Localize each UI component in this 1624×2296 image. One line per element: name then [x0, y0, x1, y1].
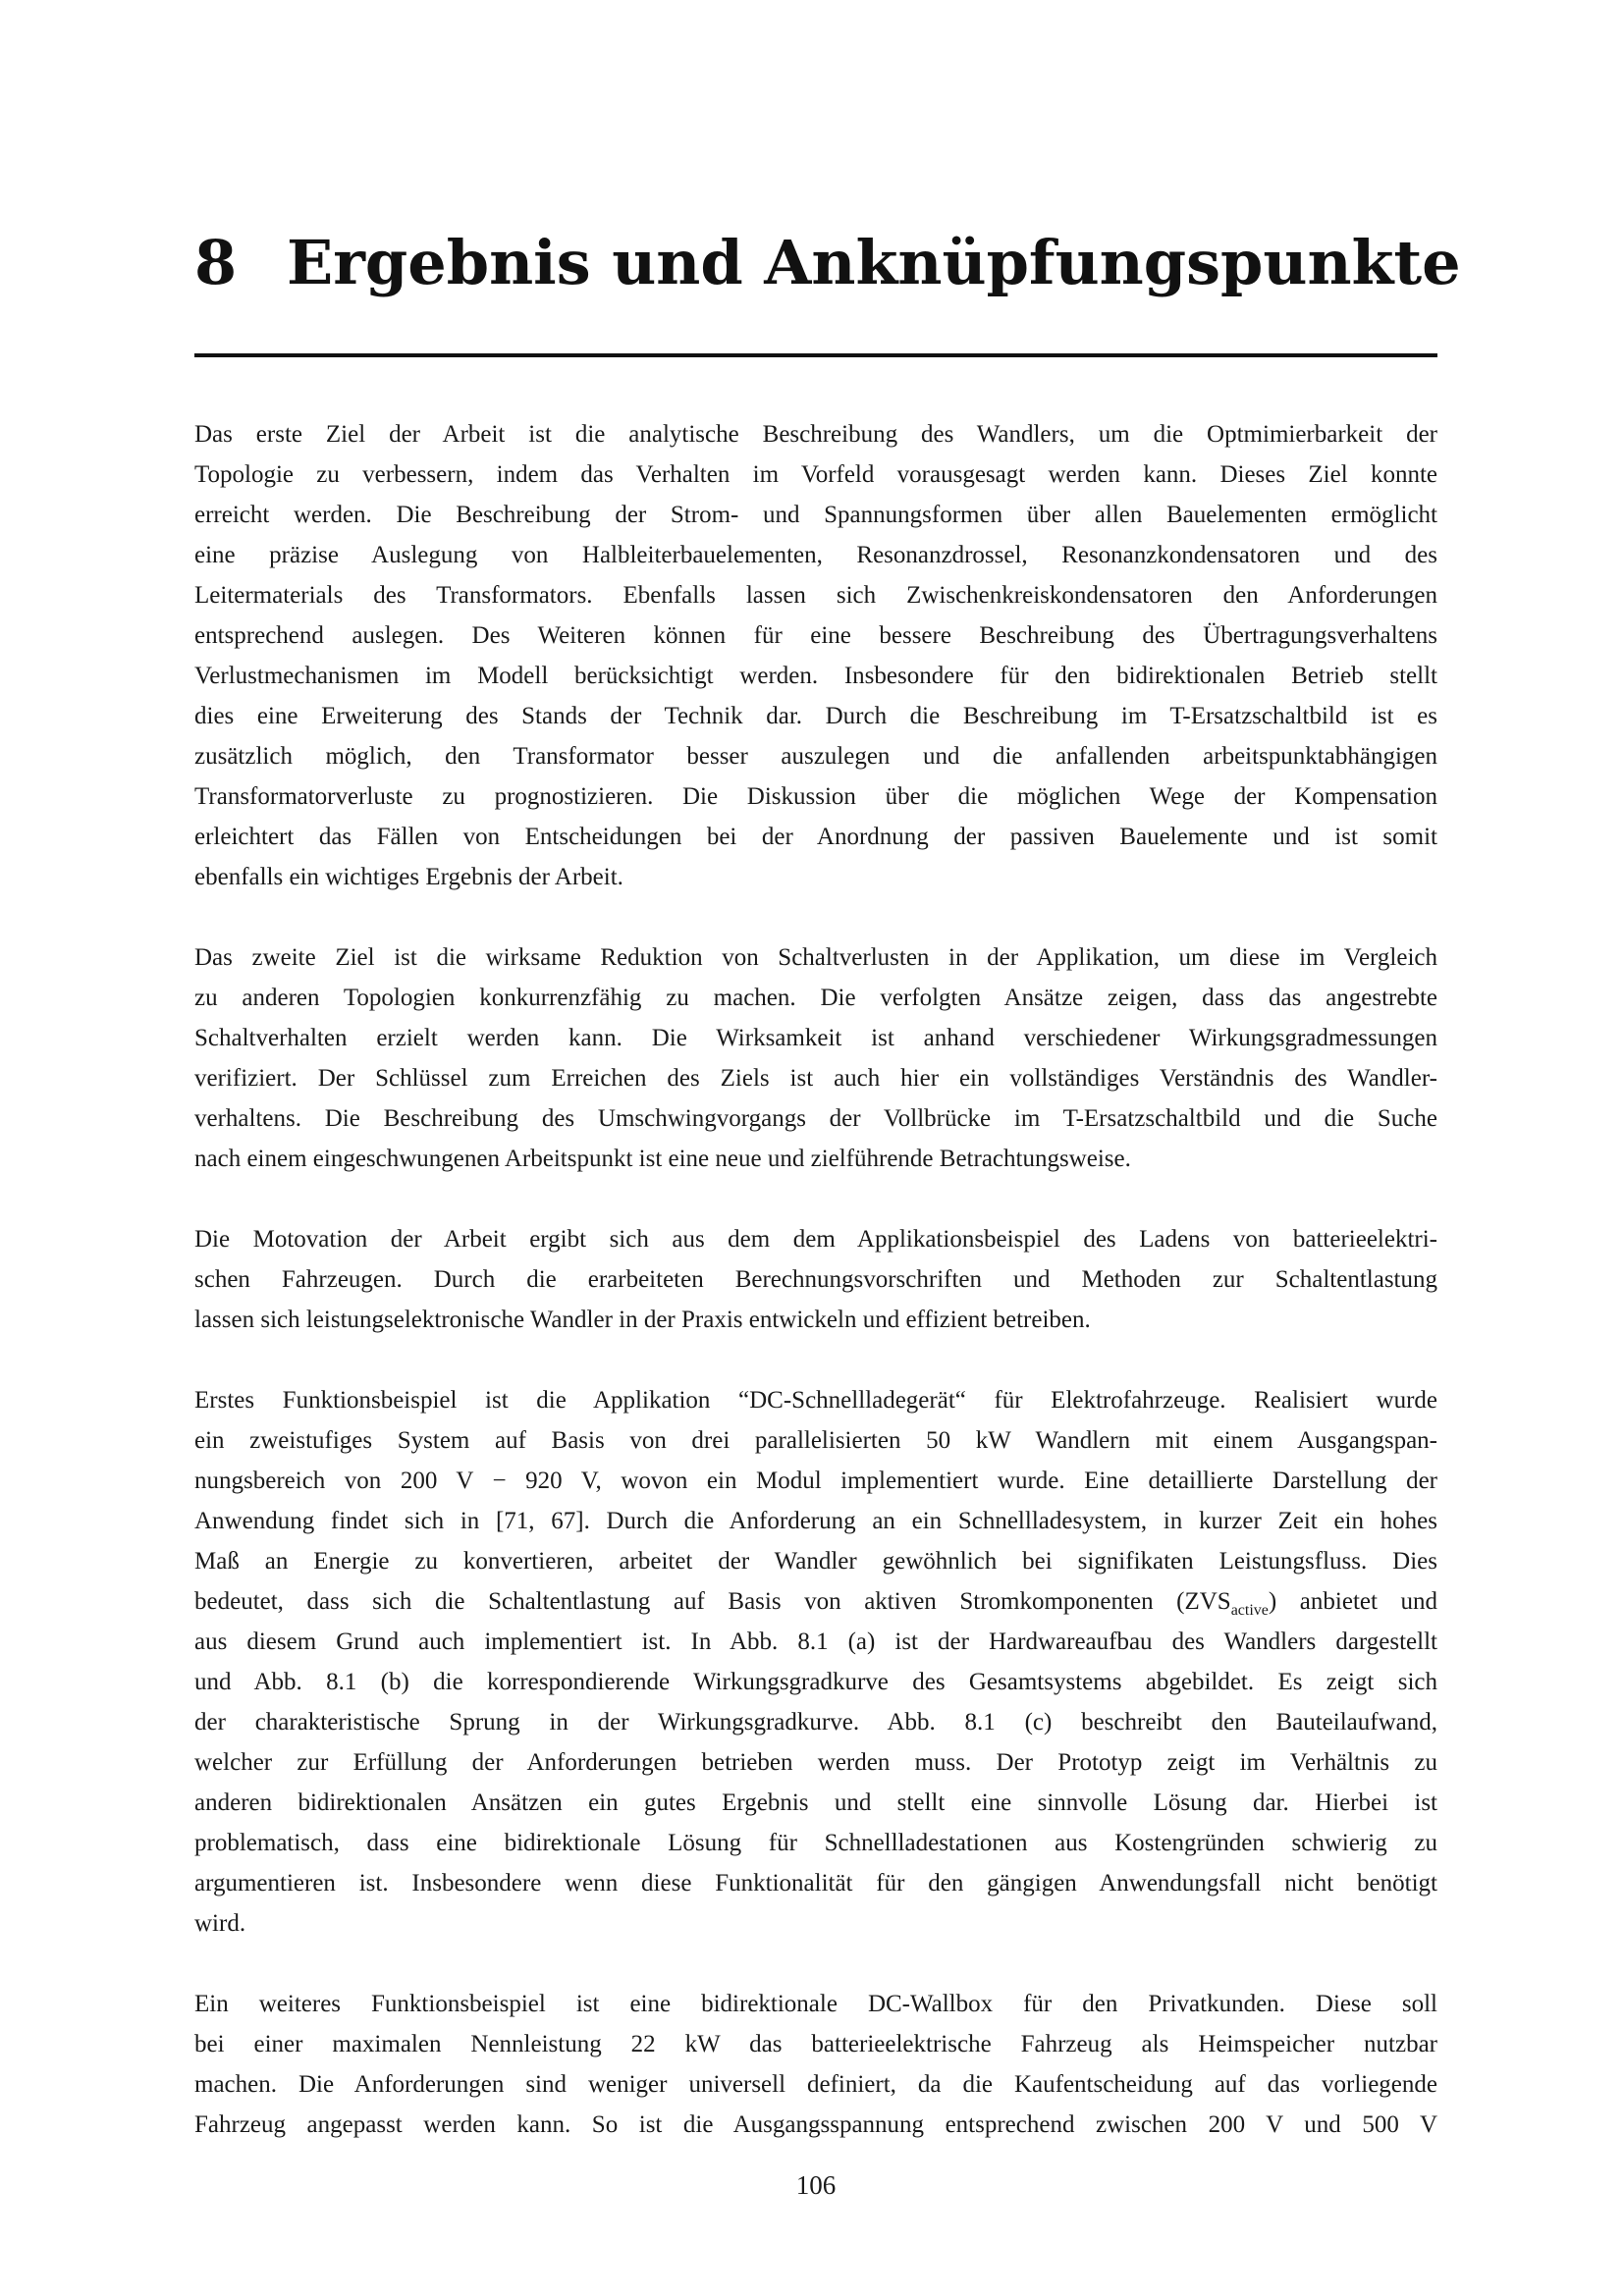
- text-segment: bedeutet, dass sich die Schaltentlastung auf Basis von aktiven Stromkomponenten (ZVS: [194, 1588, 1231, 1615]
- text-line: bei einer maximalen Nennleistung 22 kW das batterieelektrische Fahrzeug als Heimspeicher nutzbar: [194, 2031, 1437, 2057]
- chapter-title: Ergebnis und Anknüpfungspunkte: [287, 227, 1461, 298]
- text-line: Erstes Funktionsbeispiel ist die Applikation “DC-Schnellladegerät“ für Elektrofahrzeuge. Realisiert wurde: [194, 1387, 1437, 1414]
- text-line: Ein weiteres Funktionsbeispiel ist eine bidirektionale DC-Wallbox für den Privatkunden. Diese soll: [194, 1991, 1437, 2017]
- text-line: anderen bidirektionalen Ansätzen ein gutes Ergebnis und stellt eine sinnvolle Lösung dar. Hierbei ist: [194, 1789, 1437, 1816]
- text-line: nungsbereich von 200 V − 920 V, wovon ein Modul implementiert wurde. Eine detaillierte Darstellung der: [194, 1468, 1437, 1494]
- text-line: eine präzise Auslegung von Halbleiterbauelementen, Resonanzdrossel, Resonanzkondensatoren und des: [194, 542, 1437, 568]
- text-line: Leitermaterials des Transformators. Ebenfalls lassen sich Zwischenkreiskondensatoren den Anforderungen: [194, 582, 1437, 609]
- page-number: 106: [795, 2170, 837, 2200]
- text-line: ebenfalls ein wichtiges Ergebnis der Arbeit.: [194, 864, 623, 890]
- document-page: [194, 0, 1461, 2296]
- text-line: schen Fahrzeugen. Durch die erarbeiteten Berechnungsvorschriften und Methoden zur Schaltentlastung: [194, 1266, 1437, 1293]
- text-line: zu anderen Topologien konkurrenzfähig zu machen. Die verfolgten Ansätze zeigen, dass das angestrebte: [194, 985, 1437, 1011]
- text-line: machen. Die Anforderungen sind weniger universell definiert, da die Kaufentscheidung auf das vorliegende: [194, 2071, 1437, 2098]
- text-line: Maß an Energie zu konvertieren, arbeitet der Wandler gewöhnlich bei signifikaten Leistungsfluss. Dies: [194, 1548, 1437, 1575]
- text-line: nach einem eingeschwungenen Arbeitspunkt ist eine neue und zielführende Betrachtungsweise.: [194, 1146, 1131, 1172]
- chapter-number: 8: [194, 227, 238, 298]
- text-line: erreicht werden. Die Beschreibung der Strom- und Spannungsformen über allen Bauelementen ermöglicht: [194, 502, 1437, 528]
- text-line: Fahrzeug angepasst werden kann. So ist die Ausgangsspannung entsprechend zwischen 200 V und 500 V: [194, 2111, 1437, 2138]
- text-line: [194, 1581, 1437, 1622]
- text-line: welcher zur Erfüllung der Anforderungen betrieben werden muss. Der Prototyp zeigt im Verhältnis zu: [194, 1749, 1437, 1776]
- text-line: Verlustmechanismen im Modell berücksichtigt werden. Insbesondere für den bidirektionalen Betrieb stellt: [194, 663, 1437, 689]
- text-line: der charakteristische Sprung in der Wirkungsgradkurve. Abb. 8.1 (c) beschreibt den Bauteilaufwand,: [194, 1709, 1437, 1735]
- text-line: ein zweistufiges System auf Basis von drei parallelisierten 50 kW Wandlern mit einem Ausgangspan-: [194, 1427, 1437, 1454]
- text-line: zusätzlich möglich, den Transformator besser auszulegen und die anfallenden arbeitspunktabhängigen: [194, 743, 1437, 770]
- text-line: lassen sich leistungselektronische Wandler in der Praxis entwickeln und effizient betreiben.: [194, 1307, 1091, 1333]
- text-line: wird.: [194, 1910, 246, 1937]
- chapter-divider: [194, 353, 1437, 357]
- text-line: verifiziert. Der Schlüssel zum Erreichen des Ziels ist auch hier ein vollständiges Verständnis des Wandler-: [194, 1065, 1437, 1092]
- text-line: erleichtert das Fällen von Entscheidungen bei der Anordnung der passiven Bauelemente und ist somit: [194, 824, 1437, 850]
- text-line: Transformatorverluste zu prognostizieren. Die Diskussion über die möglichen Wege der Kompensation: [194, 783, 1437, 810]
- text-line: entsprechend auslegen. Des Weiteren können für eine bessere Beschreibung des Übertragungsverhaltens: [194, 622, 1437, 649]
- text-line: Topologie zu verbessern, indem das Verhalten im Vorfeld vorausgesagt werden kann. Dieses Ziel konnte: [194, 461, 1437, 488]
- text-segment: ) anbietet und: [1268, 1588, 1438, 1615]
- text-line: problematisch, dass eine bidirektionale Lösung für Schnellladestationen aus Kostengründen schwierig zu: [194, 1830, 1437, 1856]
- text-line: Das zweite Ziel ist die wirksame Reduktion von Schaltverlusten in der Applikation, um diese im Vergleich: [194, 944, 1437, 971]
- text-line: Die Motovation der Arbeit ergibt sich aus dem dem Applikationsbeispiel des Ladens von batterieelektri-: [194, 1226, 1437, 1253]
- paragraph: [194, 1984, 1437, 2145]
- text-line: und Abb. 8.1 (b) die korrespondierende Wirkungsgradkurve des Gesamtsystems abgebildet. Es zeigt sich: [194, 1669, 1437, 1695]
- text-line: verhaltens. Die Beschreibung des Umschwingvorgangs der Vollbrücke im T-Ersatzschaltbild und die Suche: [194, 1105, 1437, 1132]
- text-line: dies eine Erweiterung des Stands der Technik dar. Durch die Beschreibung im T-Ersatzschaltbild ist es: [194, 703, 1437, 729]
- text-line: argumentieren ist. Insbesondere wenn diese Funktionalität für den gängigen Anwendungsfall nicht benötigt: [194, 1870, 1437, 1896]
- subscript: active: [1230, 1602, 1269, 1619]
- paragraph: [194, 937, 1437, 1179]
- text-line: aus diesem Grund auch implementiert ist. In Abb. 8.1 (a) ist der Hardwareaufbau des Wandlers dargestellt: [194, 1629, 1437, 1655]
- text-line: Anwendung findet sich in [71, 67]. Durch die Anforderung an ein Schnellladesystem, in kurzer Zeit ein hohes: [194, 1508, 1437, 1534]
- paragraph: [194, 414, 1437, 897]
- text-line: Schaltverhalten erzielt werden kann. Die Wirksamkeit ist anhand verschiedener Wirkungsgradmessungen: [194, 1025, 1437, 1051]
- paragraph: [194, 1380, 1437, 1944]
- body-text: [194, 414, 1437, 2185]
- text-line: Das erste Ziel der Arbeit ist die analytische Beschreibung des Wandlers, um die Optmimierbarkeit der: [194, 421, 1437, 448]
- chapter-heading: [194, 224, 1461, 302]
- paragraph: [194, 1219, 1437, 1340]
